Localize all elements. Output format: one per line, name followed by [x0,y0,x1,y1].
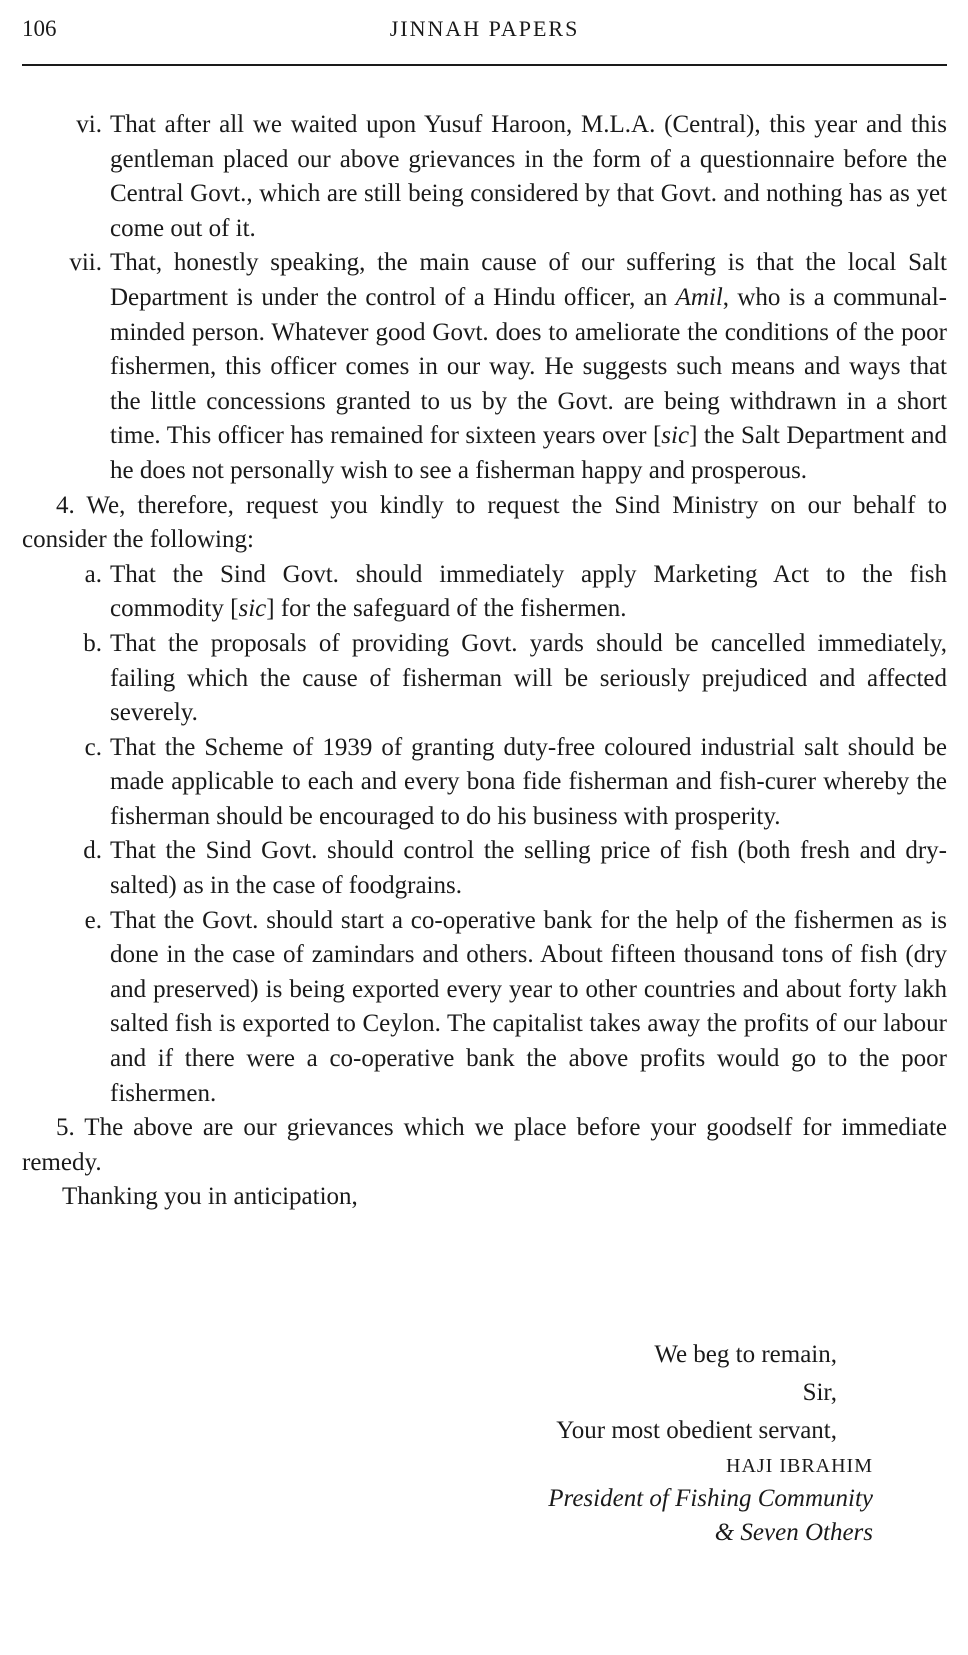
list-item-c [22,731,947,835]
list-item-e [22,904,947,1112]
sig-servant: Your most obedient servant, [556,1417,837,1444]
item-marker: vi. [76,111,102,138]
item-marker: vii. [69,249,102,277]
running-head: JINNAH PAPERS [389,16,580,41]
sic-mark: sic [238,595,267,623]
page-header [22,10,947,62]
item-marker: c. [84,733,102,761]
sig-name: HAJI IBRAHIM [726,1455,873,1477]
item-text: That the proposals of providing Govt. yards should be cancelled immediately, failing which the cause of fisherman will be seriously prejudiced and affected severely. [110,629,947,727]
paragraph-4: 4. We, therefore, request you kindly to request the Sind Ministry on our behalf to consider the following: [22,491,947,554]
list-item-vii [22,246,947,488]
sig-remain: We beg to remain, [654,1341,837,1368]
closing-line: Thanking you in anticipation, [62,1183,358,1211]
list-item-d [22,834,947,903]
item-marker: e. [84,906,102,934]
item-text: That, honestly speaking, the main cause of our suffering is that the local Salt Department is under the control of a Hindu officer, an Amil, who is a communal-minded person. Whatever good Govt. does to ameliorate the conditions of the poor fishermen, this officer comes in our way. He suggests such means and ways that the little concessions granted to us by the Govt. are being withdrawn in a short time. This officer has remained for sixteen years over [sic] the Salt Department and he does not personally wish to see a fisherman happy and prosperous. [110,249,947,484]
signature-block [22,1335,947,1585]
header-rule [22,64,947,66]
sig-sir: Sir, [802,1379,837,1406]
item-text: That the Sind Govt. should immediately apply Marketing Act to the fish commodity [sic] for the safeguard of the fishermen. [110,560,947,623]
list-item-b [22,627,947,731]
page-number: 106 [22,16,57,41]
italic-term: Amil [675,283,723,311]
item-text: That the Sind Govt. should control the selling price of fish (both fresh and dry-salted) as in the case of foodgrains. [110,837,947,900]
document-body [22,108,947,1215]
sic-mark: sic [661,422,690,450]
paragraph-5: 5. The above are our grievances which we place before your goodself for immediate remedy. [22,1114,947,1176]
sig-title: President of Fishing Community [548,1485,873,1512]
item-text: That after all we waited upon Yusuf Haroon, M.L.A. (Central), this year and this gentleman placed our above grievances in the form of a questionnaire before the Central Govt., which are still being considered by that Govt. and nothing has as yet come out of it. [110,111,947,242]
item-text: That the Scheme of 1939 of granting duty-free coloured industrial salt should be made applicable to each and every bona fide fisherman and fish-curer whereby the fisherman should be encouraged to do his business with prosperity. [110,733,947,830]
list-item-a [22,558,947,627]
sig-others: & Seven Others [714,1519,873,1546]
item-marker: d. [83,837,102,865]
item-marker: b. [83,629,102,657]
item-marker: a. [84,560,102,588]
item-text: That the Govt. should start a co-operative bank for the help of the fishermen as is done in the case of zamindars and others. About fifteen thousand tons of fish (dry and preserved) is being exported every year to other countries and about forty lakh salted fish is exported to Ceylon. The capitalist takes away the profits of our labour and if there were a co-operative bank the above profits would go to the poor fishermen. [110,906,947,1107]
list-item-vi [22,108,947,246]
